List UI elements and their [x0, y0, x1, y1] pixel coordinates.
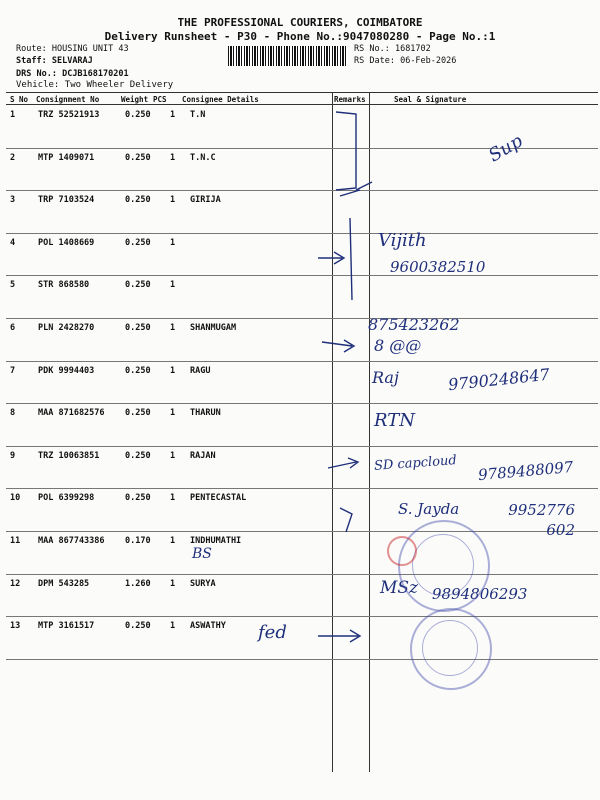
row-consignee: T.N.C: [190, 152, 216, 163]
row-consignee: SHANMUGAM: [190, 323, 237, 333]
row-sno: 10: [10, 493, 21, 504]
row-weight: 0.170: [125, 536, 151, 546]
row-pcs: 1: [170, 323, 176, 333]
row-pcs: 1: [170, 195, 176, 206]
row-weight: 0.250: [125, 621, 151, 632]
row-consignee: ASWATHY: [190, 621, 226, 632]
row-pcs: 1: [170, 280, 176, 291]
row-consignment-no: PLN 2428270: [38, 323, 95, 333]
handwritten-note-13: fed: [258, 622, 287, 643]
courier-stamp-1-inner: [412, 534, 474, 596]
row-weight: 0.250: [125, 408, 151, 419]
handwritten-note-8: RTN: [374, 410, 415, 431]
row-consignment-no: TRP 7103524: [38, 195, 95, 206]
row-weight: 0.250: [125, 280, 151, 291]
row-sno: 1: [10, 110, 16, 120]
row-pcs: 1: [170, 110, 176, 120]
row-pcs: 1: [170, 152, 176, 163]
handwritten-phone-4: 9600382510: [390, 258, 486, 276]
handwritten-phone-9: 9789488097: [477, 457, 575, 485]
signature-scribble-7: Raj: [372, 368, 399, 387]
row-consignment-no: TRZ 52521913: [38, 110, 100, 120]
signature-scribble-10: S. Jayda: [398, 500, 460, 518]
row-sno: 4: [10, 237, 16, 248]
row-pcs: 1: [170, 450, 176, 461]
col-consignment: Consignment No: [36, 95, 100, 104]
row-consignee: RAJAN: [190, 450, 216, 461]
signature-scribble-2: Sup: [485, 130, 527, 167]
red-stamp-mark: [387, 536, 417, 566]
row-weight: 0.250: [125, 152, 151, 163]
row-consignment-no: STR 868580: [38, 280, 90, 291]
route-value: HOUSING UNIT 43: [51, 44, 129, 54]
handwritten-note-11: BS: [192, 546, 212, 562]
row-consignment-no: MAA 871682576: [38, 408, 105, 419]
row-consignee: SURYA: [190, 578, 216, 589]
row-consignment-no: POL 1408669: [38, 237, 95, 248]
row-sno: 9: [10, 450, 16, 461]
row-weight: 0.250: [125, 237, 151, 248]
bracket-mark-4-5: [350, 218, 352, 300]
row-consignment-no: DPM 543285: [38, 578, 90, 589]
row-pcs: 1: [170, 621, 176, 632]
handwritten-phone-6: 875423262: [368, 315, 460, 334]
rs-date-label: RS Date:: [354, 56, 395, 66]
row-consignee: T.N: [190, 110, 206, 120]
row-weight: 0.250: [125, 110, 151, 120]
row-pcs: 1: [170, 237, 176, 248]
row-consignment-no: TRZ 10063851: [38, 450, 100, 461]
drs-label: DRS No.:: [16, 69, 57, 79]
row-sno: 13: [10, 621, 21, 632]
row-weight: 0.250: [125, 493, 151, 504]
signature-scribble-9: SD capcloud: [373, 453, 458, 474]
signature-scribble-6: 8 @@: [374, 336, 422, 355]
col-consignee: Consignee Details: [182, 95, 259, 104]
row-consignment-no: POL 6399298: [38, 493, 95, 504]
arrow-mark-9: [328, 458, 358, 468]
row-pcs: 1: [170, 536, 176, 546]
row-consignment-no: MTP 3161517: [38, 621, 95, 632]
row-sno: 5: [10, 280, 16, 291]
company-title: THE PROFESSIONAL COURIERS, COIMBATORE: [177, 16, 423, 29]
signature-scribble-12: MSz: [380, 578, 419, 598]
handwritten-phone-10: 9952776602: [508, 501, 575, 539]
courier-stamp-2-inner: [422, 620, 478, 676]
staff-value: SELVARAJ: [51, 56, 93, 66]
drs-value: DCJB168170201: [62, 69, 129, 79]
col-pcs: PCS: [153, 95, 167, 104]
runsheet-subtitle: Delivery Runsheet - P30 - Phone No.:9047080280 - Page No.:1: [104, 30, 496, 43]
row-sno: 7: [10, 365, 16, 376]
row-consignment-no: MTP 1409071: [38, 152, 95, 163]
arrow-mark-13: [318, 630, 360, 642]
rs-no-value: 1681702: [394, 44, 431, 54]
row-weight: 0.250: [125, 365, 151, 376]
row-pcs: 1: [170, 578, 176, 589]
arrow-mark-4: [318, 252, 344, 264]
row-sno: 6: [10, 323, 16, 333]
row-sno: 2: [10, 152, 16, 163]
signature-scribble-4: Vijith: [378, 230, 427, 251]
rs-no-label: RS No.:: [354, 44, 390, 54]
col-seal: Seal & Signature: [394, 95, 467, 104]
row-sno: 8: [10, 408, 16, 419]
row-pcs: 1: [170, 365, 176, 376]
col-remarks: Remarks: [334, 95, 366, 104]
handwritten-phone-7: 9790248647: [447, 364, 551, 395]
row-weight: 0.250: [125, 450, 151, 461]
row-sno: 11: [10, 536, 21, 546]
row-pcs: 1: [170, 408, 176, 419]
row-consignee: THARUN: [190, 408, 221, 419]
col-weight: Weight: [121, 95, 149, 104]
row-sno: 3: [10, 195, 16, 206]
row-weight: 0.250: [125, 323, 151, 333]
route-label: Route:: [16, 44, 47, 54]
row-consignee: GIRIJA: [190, 195, 221, 206]
rs-date-value: 06-Feb-2026: [400, 56, 457, 66]
row-consignment-no: MAA 867743386: [38, 536, 105, 546]
tick-mark-10: [340, 508, 352, 532]
arrow-mark-6: [322, 340, 354, 352]
row-sno: 12: [10, 578, 21, 589]
row-consignee: INDHUMATHI: [190, 536, 242, 546]
row-consignment-no: PDK 9994403: [38, 365, 95, 376]
vehicle-value: Two Wheeler Delivery: [64, 80, 174, 90]
col-sno: S No: [10, 95, 29, 104]
row-pcs: 1: [170, 493, 176, 504]
row-weight: 0.250: [125, 195, 151, 206]
staff-label: Staff:: [16, 56, 47, 66]
row-consignee: RAGU: [190, 365, 211, 376]
bracket-mark-1-2: [336, 112, 356, 190]
vehicle-label: Vehicle:: [16, 80, 60, 90]
row-consignee: PENTECASTAL: [190, 493, 247, 504]
handwritten-phone-12: 9894806293: [432, 585, 528, 603]
row-weight: 1.260: [125, 578, 151, 589]
